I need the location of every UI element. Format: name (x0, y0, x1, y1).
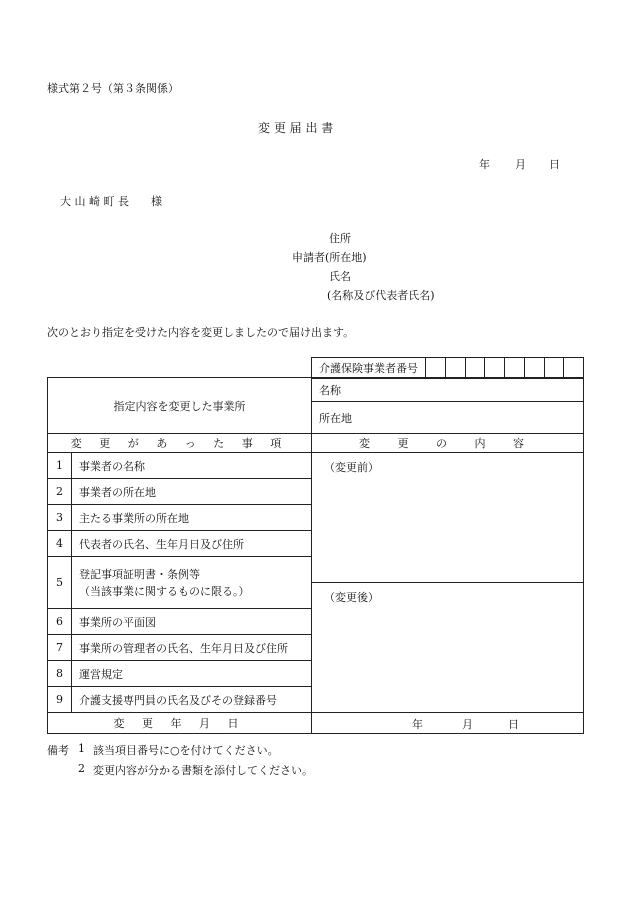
item-label: 事業者の所在地 (72, 479, 312, 505)
date-day-label: 日 (549, 158, 560, 171)
item-number[interactable]: 7 (48, 635, 72, 661)
item-number[interactable]: 8 (48, 661, 72, 687)
item-label: 主たる事業所の所在地 (72, 505, 312, 531)
item-number[interactable]: 4 (48, 531, 72, 557)
item-label: 介護支援専門員の氏名及びその登録番号 (72, 687, 312, 713)
provider-number-table (311, 357, 584, 379)
change-form-table (47, 377, 584, 734)
change-date-month: 月 (462, 718, 473, 731)
item-label: 運営規定 (72, 661, 312, 687)
changed-items-header: 変 更 が あ っ た 事 項 (48, 434, 312, 453)
after-label: （変更後） (324, 591, 379, 604)
note-text: 変更内容が分かる書類を添付してください。 (93, 764, 313, 777)
note-number: 2 (78, 762, 85, 775)
statement: 次のとおり指定を受けた内容を変更しましたので届け出ます。 (47, 326, 355, 339)
change-content-header: 変 更 の 内 容 (312, 434, 584, 453)
change-date-year: 年 (412, 718, 423, 731)
name-note: (名称及び代表者氏名) (327, 289, 435, 302)
item-label-note: （当該事業に関するものに限る。） (79, 584, 250, 598)
item-number[interactable]: 3 (48, 505, 72, 531)
date-year-label: 年 (479, 158, 490, 171)
item-label: 登記事項証明書・条例等 (79, 567, 200, 581)
provider-number-digit-8[interactable] (564, 358, 584, 379)
form-title: 変 更 届 出 書 (258, 121, 334, 135)
item-number[interactable]: 1 (48, 453, 72, 479)
form-number: 様式第２号（第３条関係） (47, 82, 179, 95)
item-label-two-line (72, 557, 312, 609)
provider-number-digit-3[interactable] (465, 358, 485, 379)
note-text: 該当項目番号に○を付けてください。 (93, 744, 279, 757)
change-after-cell[interactable] (312, 583, 584, 713)
address-label: 住所 (329, 232, 351, 245)
item-label: 事業所の管理者の氏名、生年月日及び住所 (72, 635, 312, 661)
change-date-label: 変 更 年 月 日 (48, 713, 312, 734)
item-number[interactable]: 9 (48, 687, 72, 713)
item-number[interactable]: 2 (48, 479, 72, 505)
item-number[interactable]: 6 (48, 609, 72, 635)
date-month-label: 月 (515, 158, 526, 171)
facility-name-label: 名称 (312, 378, 584, 402)
note-number: 1 (78, 742, 85, 755)
provider-number-digit-5[interactable] (505, 358, 525, 379)
provider-number-digit-6[interactable] (524, 358, 544, 379)
item-label: 事業者の名称 (72, 453, 312, 479)
item-label: 代表者の氏名、生年月日及び住所 (72, 531, 312, 557)
before-label: （変更前） (324, 461, 379, 474)
facility-location-label: 所在地 (312, 402, 584, 434)
applicant-label: 申請者(所在地) (292, 251, 367, 264)
provider-number-label: 介護保険事業者番号 (312, 358, 426, 379)
change-before-cell[interactable] (312, 453, 584, 583)
notes-label: 備考 (47, 744, 69, 757)
item-label: 事業所の平面図 (72, 609, 312, 635)
name-label: 氏名 (329, 270, 351, 283)
addressee: 大 山 崎 町 長 様 (60, 195, 162, 208)
facility-header: 指定内容を変更した事業所 (48, 378, 312, 434)
provider-number-digit-2[interactable] (445, 358, 465, 379)
provider-number-digit-7[interactable] (544, 358, 564, 379)
item-number[interactable]: 5 (48, 557, 72, 609)
provider-number-digit-1[interactable] (426, 358, 446, 379)
provider-number-digit-4[interactable] (485, 358, 505, 379)
change-date-day: 日 (508, 718, 519, 731)
change-date-field[interactable] (312, 713, 584, 734)
